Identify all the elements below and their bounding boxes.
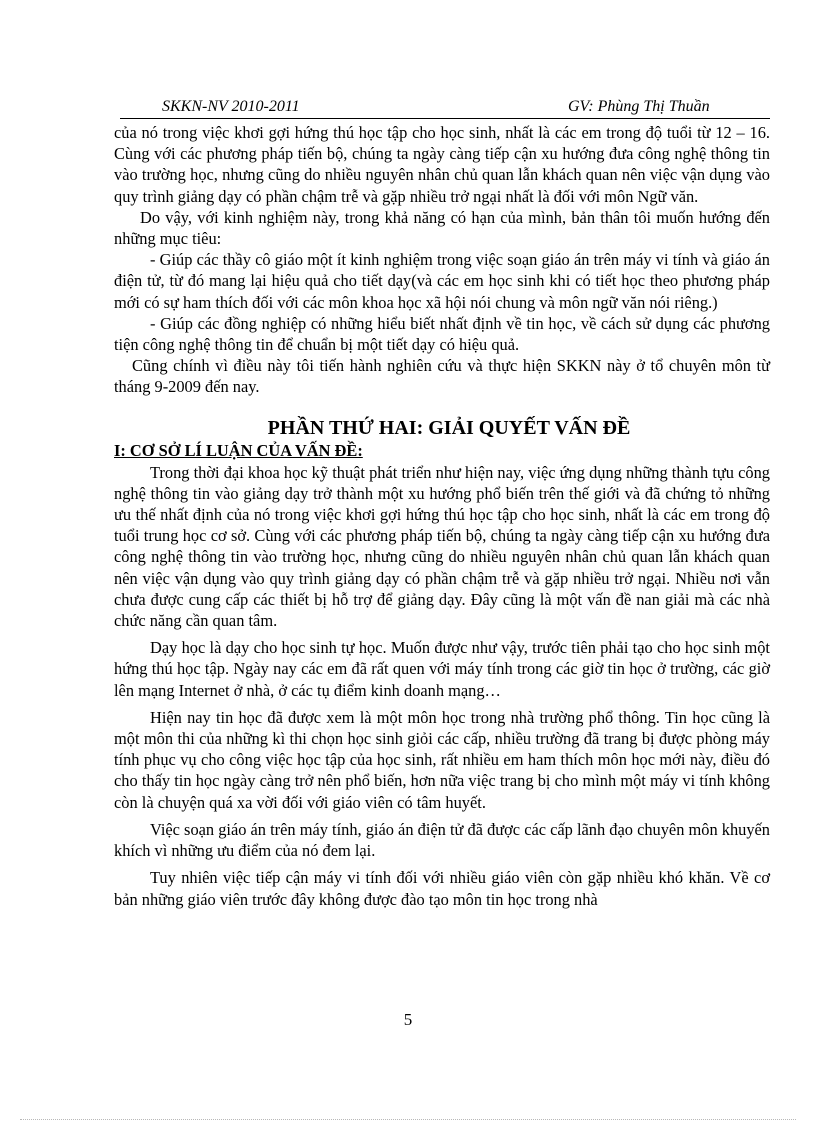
- paragraph-theory-2: Dạy học là dạy cho học sinh tự học. Muốn được như vậy, trước tiên phải tạo cho học sinh một hứng thú học tập. Ngày nay các em đã rất quen với máy tính trong các giờ tin học ở trường, các giờ lên mạng Internet ở nhà, ở các tụ điểm kinh doanh mạng…: [114, 638, 770, 700]
- header-document-code: SKKN-NV 2010-2011: [162, 98, 300, 115]
- body-text: [114, 122, 770, 910]
- paragraph-theory-5: Tuy nhiên việc tiếp cận máy vi tính đối với nhiều giáo viên còn gặp nhiều khó khăn. Về cơ bản những giáo viên trước đây không được đào tạo môn tin học trong nhà: [114, 868, 770, 909]
- paragraph-research-period: Cũng chính vì điều này tôi tiến hành nghiên cứu và thực hiện SKKN này ở tổ chuyên môn từ tháng 9-2009 đến nay.: [114, 356, 770, 397]
- page-number: 5: [403, 1010, 413, 1029]
- page-bottom-divider: [20, 1119, 796, 1120]
- paragraph-theory-1: Trong thời đại khoa học kỹ thuật phát triển như hiện nay, việc ứng dụng những thành tựu công nghệ thông tin vào giảng dạy trở thành một xu hướng phổ biến trên thế giới và đã chứng tỏ những ưu thế nhất định của nó trong việc khơi gợi hứng thú học tập cho học sinh, nhất là các em trong độ tuổi trung học cơ sở. Cùng với các phương pháp tiến bộ, chúng ta ngày càng tiếp cận xu hướng đưa công nghệ thông tin vào trường học, nhưng cũng do nhiều nguyên nhân chủ quan lẫn khách quan nên việc vận dụng vào quy trình giảng dạy có phần chậm trễ và gặp nhiều trở ngại. Nhiều nơi vẫn chưa được cung cấp các thiết bị hỗ trợ để giảng dạy. Đây cũng là một vấn đề nan giải mà các nhà chức năng cần quan tâm.: [114, 462, 770, 631]
- paragraph-objective-2: - Giúp các đồng nghiệp có những hiểu biết nhất định về tin học, về cách sử dụng các phương tiện công nghệ thông tin để chuẩn bị một tiết dạy có hiệu quả.: [114, 313, 770, 355]
- paragraph-theory-3: Hiện nay tin học đã được xem là một môn học trong nhà trường phổ thông. Tin học cũng là một môn thi của những kì thi chọn học sinh giỏi các cấp, nhiều trường đã trang bị được phòng máy tính phục vụ cho công việc học tập của học sinh, rất nhiều em ham thích môn học mới này, điều đó cho thấy tin học ngày càng trở nên phổ biến, hơn nữa việc trang bị cho mình một máy vi tính không còn là chuyện quá xa vời đối với giáo viên có tâm huyết.: [114, 707, 770, 812]
- paragraph-objective-1: - Giúp các thầy cô giáo một ít kinh nghiệm trong việc soạn giáo án trên máy vi tính và giáo án điện tử, từ đó mang lại hiệu quả cho tiết dạy(và các em học sinh khi có tiết học theo phương pháp mới có sự ham thích đối với các môn khoa học xã hội nói chung và môn ngữ văn nói riêng.): [114, 250, 770, 312]
- section-title: I: CƠ SỞ LÍ LUẬN CỦA VẤN ĐỀ:: [114, 440, 363, 460]
- page-header: [120, 96, 770, 119]
- paragraph-objectives-intro: Do vậy, với kinh nghiệm này, trong khả năng có hạn của mình, bản thân tôi muốn hướng đến những mục tiêu:: [114, 207, 770, 249]
- paragraph-continued-intro: của nó trong việc khơi gợi hứng thú học tập cho học sinh, nhất là các em trong độ tuổi từ 12 – 16. Cùng với các phương pháp tiến bộ, chúng ta ngày càng tiếp cận xu hướng đưa công nghệ thông tin vào trường học, nhưng cũng do nhiều nguyên nhân chủ quan lẫn khách quan nên việc vận dụng vào quy trình giảng dạy có phần chậm trễ và gặp nhiều trở ngại nhất là đối với môn Ngữ văn.: [114, 123, 770, 206]
- header-teacher-name: GV: Phùng Thị Thuần: [568, 98, 710, 115]
- paragraph-theory-4: Việc soạn giáo án trên máy tính, giáo án điện tử đã được các cấp lãnh đạo chuyên môn khuyến khích vì những ưu điểm của nó đem lại.: [114, 819, 770, 861]
- part-title: PHẦN THỨ HAI: GIẢI QUYẾT VẤN ĐỀ: [267, 416, 631, 439]
